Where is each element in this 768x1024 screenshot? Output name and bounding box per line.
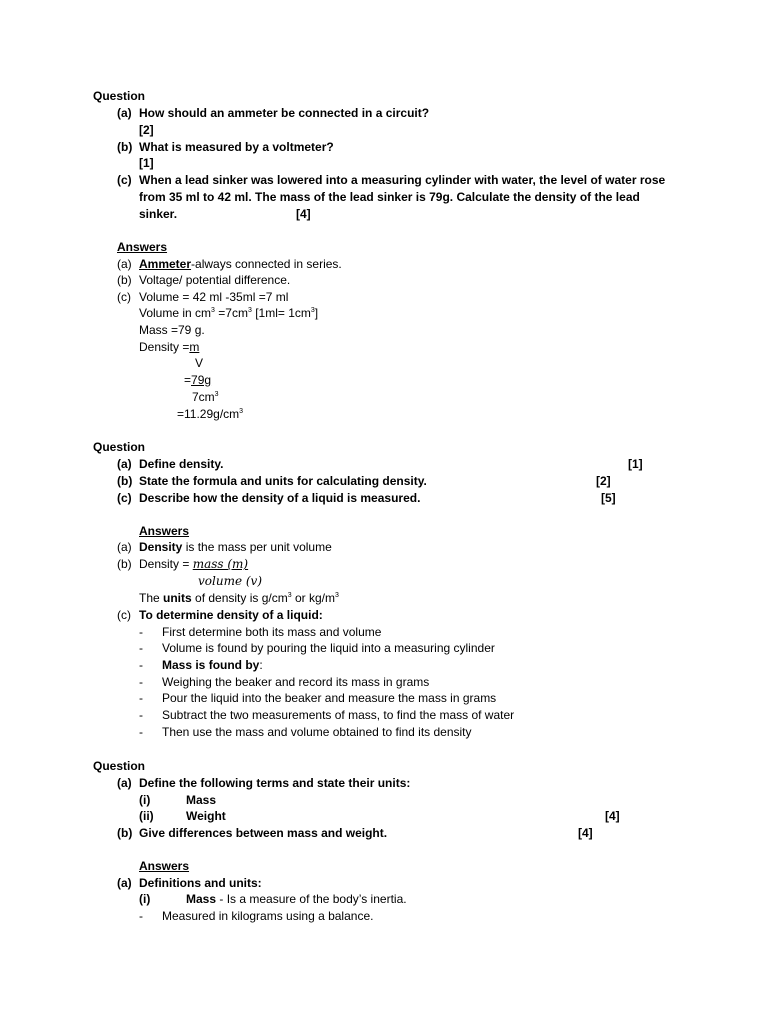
- q2-c-label: (c): [117, 491, 132, 505]
- a1-c-line2: Volume in $cm^3 =7cm^3$ $[1ml= 1cm^3]$: [139, 306, 319, 320]
- a2-step-3: Mass is found by:: [162, 658, 263, 672]
- q1-c-line1: When a lead sinker was lowered into a measuring cylinder with water, the level of water rose: [139, 173, 666, 187]
- q2-a-marks: [1]: [628, 457, 643, 471]
- q2-c-marks: [5]: [601, 491, 616, 505]
- q2-a-text: Define density.: [139, 457, 224, 471]
- q1-b-text: What is measured by a voltmeter?: [139, 140, 334, 154]
- a1-density: Density =m: [139, 340, 200, 354]
- a1-c-line1: Volume = 42 ml -35ml =7 ml: [139, 290, 289, 304]
- question-heading-2: Question: [93, 440, 146, 454]
- a3-i-text: Mass - Is a measure of the body’s inertia.: [186, 892, 407, 906]
- a1-c-label: (c): [117, 290, 131, 304]
- a2-a-label: (a): [117, 540, 132, 554]
- a1-a-label: (a): [117, 257, 132, 271]
- q2-b-label: (b): [117, 474, 133, 488]
- a2-c-label: (c): [117, 608, 131, 622]
- q1-a-marks: [2]: [139, 123, 154, 137]
- a1-result: $=11.29g/cm^3$: [177, 407, 244, 421]
- q1-c-marks: [4]: [296, 207, 311, 221]
- a2-step-4: Weighing the beaker and record its mass in grams: [162, 675, 430, 689]
- a1-density-denominator: V: [195, 356, 204, 370]
- a2-step-5: Pour the liquid into the beaker and measure the mass in grams: [162, 691, 497, 705]
- a1-calc-fraction: =79g: [184, 373, 212, 387]
- question-heading-3: Question: [93, 759, 146, 773]
- answers-heading-2: Answers: [139, 524, 190, 538]
- q3-a-text: Define the following terms and state their units:: [139, 776, 411, 790]
- q1-a-label: (a): [117, 106, 132, 120]
- q1-c-label: (c): [117, 173, 132, 187]
- q2-b-marks: [2]: [596, 474, 611, 488]
- q3-ii-text: Weight: [186, 809, 226, 823]
- q2-b-text: State the formula and units for calculating density.: [139, 474, 427, 488]
- answers-heading-1: Answers: [117, 240, 168, 254]
- bullet-dash: -: [139, 641, 143, 655]
- q2-c-text: Describe how the density of a liquid is measured.: [139, 491, 421, 505]
- bullet-dash: -: [139, 675, 143, 689]
- answers-heading-3: Answers: [139, 859, 190, 873]
- a2-b-text: Density = mass (m): [139, 557, 249, 571]
- a3-i-label: (i): [139, 892, 151, 906]
- a1-b-label: (b): [117, 273, 132, 287]
- a2-step-6: Subtract the two measurements of mass, to find the mass of water: [162, 708, 515, 722]
- q3-i-text: Mass: [186, 793, 217, 807]
- q1-b-marks: [1]: [139, 156, 154, 170]
- a2-step-2: Volume is found by pouring the liquid into a measuring cylinder: [162, 641, 495, 655]
- q3-b-label: (b): [117, 826, 133, 840]
- a1-calc-denominator: $7cm^3$: [192, 390, 219, 404]
- a1-b-text: Voltage/ potential difference.: [139, 273, 291, 287]
- a2-step-1: First determine both its mass and volume: [162, 625, 382, 639]
- bullet-dash: -: [139, 625, 143, 639]
- bullet-dash: -: [139, 708, 143, 722]
- q3-b-marks: [4]: [578, 826, 593, 840]
- a2-b-label: (b): [117, 557, 132, 571]
- a2-a-text: Density is the mass per unit volume: [139, 540, 332, 554]
- bullet-dash: -: [139, 725, 143, 739]
- q3-a-label: (a): [117, 776, 132, 790]
- q3-i-label: (i): [139, 793, 151, 807]
- a2-units: The units of density is $g/cm^3$ or $kg/m^3$: [139, 591, 339, 605]
- q1-a-text: How should an ammeter be connected in a circuit?: [139, 106, 430, 120]
- a2-b-denominator: volume (v): [198, 574, 263, 588]
- a1-a-text: Ammeter-always connected in series.: [139, 257, 342, 271]
- a2-c-text: To determine density of a liquid:: [139, 608, 323, 622]
- a3-a-label: (a): [117, 876, 132, 890]
- bullet-dash: -: [139, 658, 143, 672]
- a2-step-7: Then use the mass and volume obtained to find its density: [162, 725, 472, 739]
- q3-b-text: Give differences between mass and weight.: [139, 826, 388, 840]
- question-heading-1: Question: [93, 89, 146, 103]
- q1-c-line2: from 35 ml to 42 ml. The mass of the lead sinker is 79g. Calculate the density of the lead: [139, 190, 640, 204]
- q2-a-label: (a): [117, 457, 132, 471]
- a3-a-text: Definitions and units:: [139, 876, 262, 890]
- bullet-dash: -: [139, 909, 143, 923]
- bullet-dash: -: [139, 691, 143, 705]
- q3-ii-marks: [4]: [605, 809, 620, 823]
- q3-ii-label: (ii): [139, 809, 154, 823]
- a1-mass: Mass =79 g.: [139, 323, 205, 337]
- q1-c-line3: sinker.: [139, 207, 178, 221]
- a3-line-2: Measured in kilograms using a balance.: [162, 909, 374, 923]
- q1-b-label: (b): [117, 140, 133, 154]
